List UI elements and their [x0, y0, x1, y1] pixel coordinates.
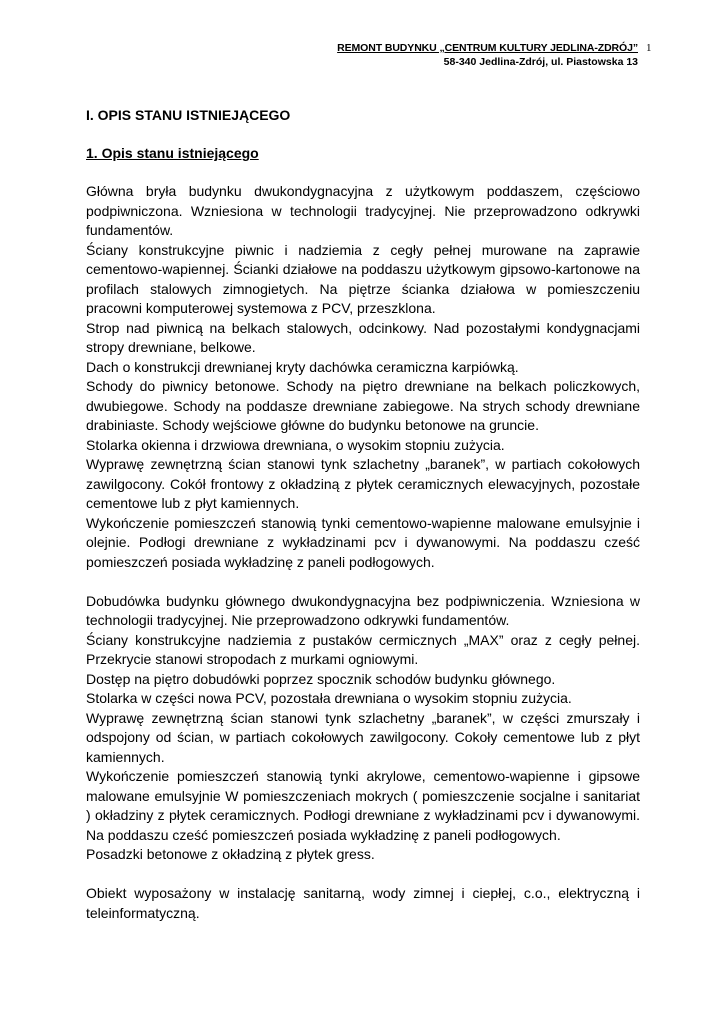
- paragraph-block-main-building: [86, 182, 640, 572]
- paragraph: Ściany konstrukcyjne nadziemia z pustaków cermicznych „MAX” oraz z cegły pełnej. Przekrycie stanowi stropodach z murkami ogniowymi.: [86, 631, 640, 667]
- paragraph: Wyprawę zewnętrzną ścian stanowi tynk szlachetny „baranek”, w części zmurszały i odspojony od ścian, w partiach cokołowych zawilgocony. Cokoły cementowe lub z płyt kamiennych.: [86, 709, 640, 765]
- paragraph-spacer: [86, 865, 640, 885]
- paragraph: Stolarka w części nowa PCV, pozostała drewniana o wysokim stopniu zużycia.: [86, 690, 572, 706]
- paragraph-block-extension: [86, 592, 640, 865]
- paragraph: Wykończenie pomieszczeń stanowią tynki akrylowe, cementowo-wapienne i gipsowe malowane emulsyjnie W pomieszczeniach mokrych ( pomieszczenie socjalne i sanitariat ) okładziny z płytek ceramicznych. Podłogi drewniane z wykładzinami pcv i dywanowymi. Na poddaszu cześć pomieszczeń posiada wykładzinę z paneli podłogowych.: [86, 768, 640, 843]
- section-title: I. OPIS STANU ISTNIEJĄCEGO: [86, 107, 291, 123]
- paragraph-spacer: [86, 572, 640, 592]
- subsection-title: 1. Opis stanu istniejącego: [86, 145, 259, 161]
- page-number: 1: [646, 42, 652, 54]
- paragraph: Wyprawę zewnętrzną ścian stanowi tynk szlachetny „baranek”, w partiach cokołowych zawilgocony. Cokół frontowy z okładziną z płytek ceramicznych elewacyjnych, pozostałe cementowe lub z płyt kamiennych.: [86, 456, 640, 511]
- paragraph: Dach o konstrukcji drewnianej kryty dachówka ceramiczna karpiówką.: [86, 358, 519, 375]
- paragraph: Główna bryła budynku dwukondygnacyjna z użytkowym poddaszem, częściowo podpiwniczona. Wzniesiona w technologii tradycyjnej. Nie przeprowadzono odkrywki fundamentów.: [86, 183, 640, 238]
- description-text: [86, 182, 640, 923]
- document-body: [86, 106, 640, 923]
- paragraph: Stolarka okienna i drzwiowa drewniana, o wysokim stopniu zużycia.: [86, 436, 505, 453]
- paragraph: Schody do piwnicy betonowe. Schody na piętro drewniane na belkach policzkowych, dwubiegowe. Schody na poddasze drewniane zabiegowe. Na strych schody drewniane drabiniaste. Schody wejściowe główne do budynku betonowe na gruncie.: [86, 378, 640, 433]
- paragraph: Wykończenie pomieszczeń stanowią tynki cementowo-wapienne malowane emulsyjnie i olejnie. Podłogi drewniane z wykładzinami pcv i dywanowymi. Na poddaszu cześć pomieszczeń posiada wykładzinę z paneli podłogowych.: [86, 514, 640, 570]
- paragraph: Posadzki betonowe z okładziną z płytek gress.: [86, 846, 375, 862]
- paragraph: Strop nad piwnicą na belkach stalowych, odcinkowy. Nad pozostałymi kondygnacjami stropy drewniane, belkowe.: [86, 319, 640, 355]
- paragraph: Dobudówka budynku głównego dwukondygnacyjna bez podpiwniczenia. Wzniesiona w technologii tradycyjnej. Nie przeprowadzono odkrywki fundamentów.: [86, 592, 640, 628]
- header-title: REMONT BUDYNKU „CENTRUM KULTURY JEDLINA-ZDRÓJ”: [337, 42, 638, 54]
- paragraph-block-installations: [86, 884, 640, 923]
- paragraph: Obiekt wyposażony w instalację sanitarną, wody zimnej i ciepłej, c.o., elektryczną i teleinformatyczną.: [86, 885, 640, 921]
- paragraph: Ściany konstrukcyjne piwnic i nadziemia z cegły pełnej murowane na zaprawie cementowo-wapiennej. Ścianki działowe na poddaszu użytkowym gipsowo-kartonowe na profilach stalowych zimnogietych. Na piętrze ścianka działowa w pomieszczeniu pracowni komputerowej systemowa z PCV, przeszklona.: [86, 241, 640, 316]
- header-address: 58-340 Jedlina-Zdrój, ul. Piastowska 13: [443, 56, 638, 68]
- page-header: [337, 42, 638, 69]
- paragraph: Dostęp na piętro dobudówki poprzez spocznik schodów budynku głównego.: [86, 670, 556, 687]
